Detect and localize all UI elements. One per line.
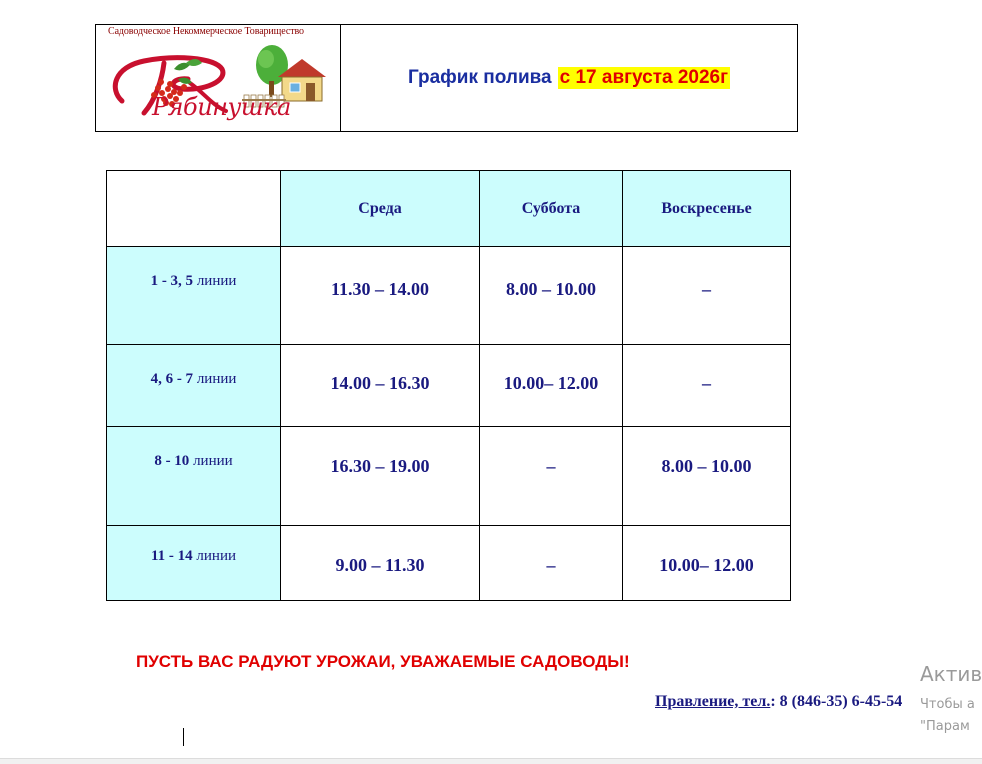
- table-cell: [480, 526, 623, 601]
- table-cell: [623, 526, 791, 601]
- row-label-num: 8 - 10: [154, 453, 194, 469]
- bottom-bar: [0, 758, 982, 764]
- table-cell: [281, 345, 480, 427]
- row-label-word: линии: [196, 548, 237, 564]
- board-link[interactable]: Правление, тел.: [655, 693, 771, 710]
- contact-line: [655, 693, 902, 711]
- cell-value: 10.00– 12.00: [659, 554, 754, 575]
- org-name: Садоводческое Некоммерческое Товарищество: [108, 26, 304, 37]
- table-row: [107, 247, 791, 345]
- table-cell: [281, 526, 480, 601]
- cell-value: 9.00 – 11.30: [335, 554, 425, 575]
- table-cell: [623, 427, 791, 526]
- cell-value: –: [702, 279, 711, 299]
- table-cell: [480, 427, 623, 526]
- logo-name: Рябинушка: [152, 93, 291, 121]
- watering-schedule-table: [106, 170, 791, 601]
- text-cursor: [183, 728, 184, 746]
- row-label: [107, 427, 281, 526]
- table-row: [107, 345, 791, 427]
- watermark-line-3: "Парам: [920, 719, 970, 734]
- cell-value: 10.00– 12.00: [503, 373, 599, 393]
- header-box: [95, 24, 798, 132]
- column-header-wednesday: Среда: [281, 171, 480, 247]
- table-cell: [623, 345, 791, 427]
- column-header-saturday: Суббота: [480, 171, 623, 247]
- table-row: [107, 526, 791, 601]
- row-label-word: линии: [196, 371, 237, 387]
- logo: [96, 25, 341, 131]
- table-cell: [281, 247, 480, 345]
- table-cell: [480, 345, 623, 427]
- column-header-sunday: Воскресенье: [623, 171, 791, 247]
- title-text: График полива: [407, 67, 552, 88]
- title-date: с 17 августа 2026г: [559, 67, 729, 88]
- cell-value: 8.00 – 10.00: [506, 279, 596, 299]
- table-cell: [480, 247, 623, 345]
- row-label: [107, 345, 281, 427]
- row-label: [107, 526, 281, 601]
- table-cell: [281, 427, 480, 526]
- table-header-row: [107, 171, 791, 247]
- cell-value: 8.00 – 10.00: [661, 455, 752, 476]
- cell-value: –: [546, 554, 556, 575]
- corner-cell: [107, 171, 281, 247]
- cell-value: 14.00 – 16.30: [330, 373, 430, 393]
- cell-value: –: [546, 455, 556, 476]
- row-label: [107, 247, 281, 345]
- cell-value: –: [702, 373, 711, 393]
- row-label-num: 11 - 14: [150, 548, 197, 564]
- cell-value: 11.30 – 14.00: [330, 279, 429, 299]
- activation-watermark: [920, 662, 982, 738]
- phone-number: : 8 (846-35) 6-45-54: [770, 693, 903, 710]
- table-cell: [623, 247, 791, 345]
- page-title: [341, 25, 797, 131]
- row-label-num: 4, 6 - 7: [150, 371, 197, 387]
- watermark-line-1: Актив: [920, 662, 982, 686]
- slogan: ПУСТЬ ВАС РАДУЮТ УРОЖАИ, УВАЖАЕМЫЕ САДОВОДЫ!: [136, 652, 630, 671]
- row-label-word: линии: [196, 273, 237, 289]
- table-row: [107, 427, 791, 526]
- row-label-word: линии: [193, 453, 233, 469]
- cell-value: 16.30 – 19.00: [330, 455, 430, 476]
- row-label-num: 1 - 3, 5: [150, 273, 197, 289]
- watermark-line-2: Чтобы а: [920, 697, 975, 712]
